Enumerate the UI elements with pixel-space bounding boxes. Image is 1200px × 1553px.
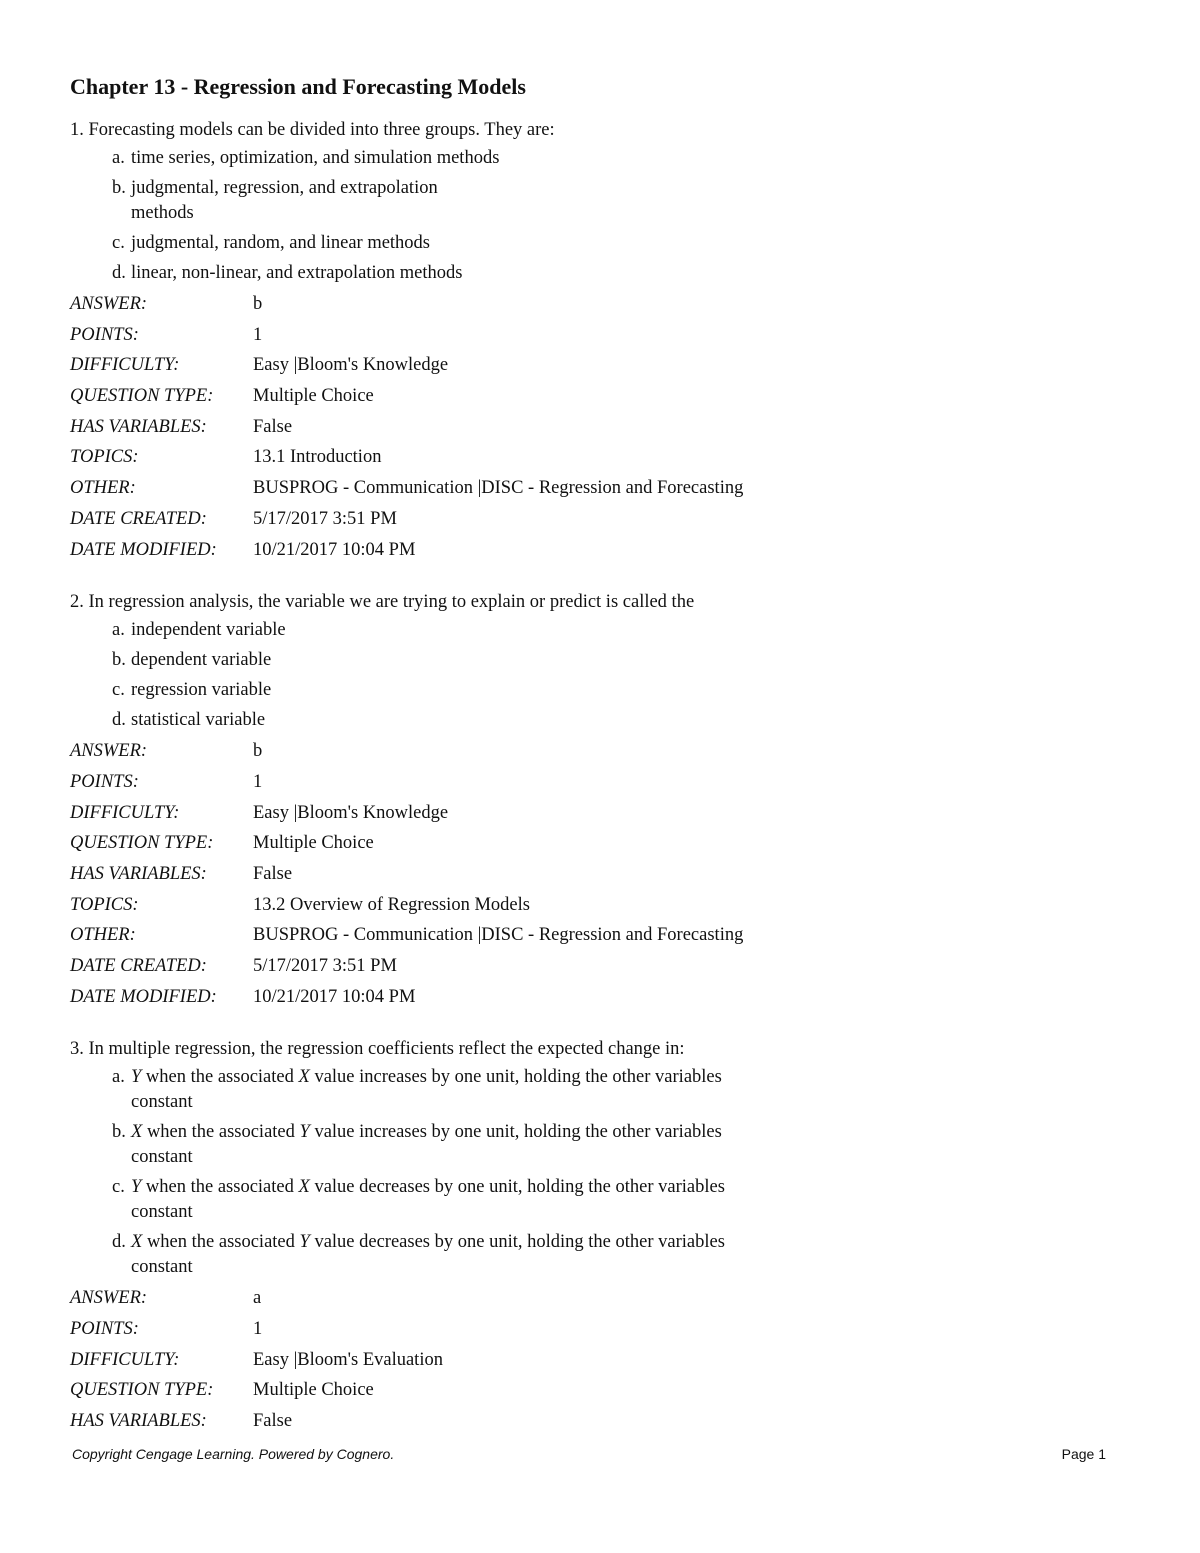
answer-option: [70, 676, 1130, 706]
metadata-label: DATE CREATED:: [70, 508, 207, 529]
question: [70, 116, 1130, 565]
metadata-value: BUSPROG - Communication |DISC - Regression and Forecasting: [253, 478, 744, 499]
question-stem: 1. Forecasting models can be divided into three groups. They are:: [70, 120, 555, 140]
metadata-value: 10/21/2017 10:04 PM: [253, 986, 416, 1007]
option-text: [131, 678, 831, 703]
option-text: [131, 261, 831, 286]
metadata-value: Easy |Bloom's Knowledge: [253, 802, 449, 823]
option-text-part: when the associated: [142, 1232, 300, 1253]
option-text: [131, 1175, 831, 1225]
metadata-label: TOPICS:: [70, 894, 139, 915]
metadata-label: POINTS:: [70, 1319, 139, 1340]
option-text-part: when the associated: [141, 1067, 299, 1088]
answer-option: [70, 144, 1130, 174]
metadata-value: Multiple Choice: [253, 386, 374, 407]
metadata-row: [70, 1345, 1130, 1376]
option-letter: d.: [112, 710, 126, 731]
option-text-part: time series, optimization, and simulation methods: [131, 148, 500, 168]
page-footer: [72, 1446, 1106, 1462]
option-text-part: when the associated: [141, 1177, 299, 1198]
chapter-title: Chapter 13 - Regression and Forecasting Models: [70, 74, 526, 99]
metadata-value: Easy |Bloom's Evaluation: [253, 1349, 443, 1370]
metadata-label: DIFFICULTY:: [70, 802, 180, 823]
metadata-row: [70, 412, 1130, 443]
metadata-label: ANSWER:: [70, 1288, 148, 1309]
metadata-label: DATE CREATED:: [70, 956, 207, 976]
option-letter: d.: [112, 1232, 126, 1253]
variable-symbol: X: [131, 1232, 143, 1253]
answer-option: [70, 1063, 1130, 1118]
option-letter: c.: [112, 233, 125, 253]
metadata-row: [70, 1406, 1130, 1437]
metadata-row: [70, 890, 1130, 921]
metadata-label: HAS VARIABLES:: [70, 1411, 207, 1432]
question: [70, 1035, 1130, 1436]
answer-option: [70, 1118, 1130, 1173]
variable-symbol: Y: [131, 1177, 142, 1198]
metadata-row: [70, 1314, 1130, 1345]
metadata-label: QUESTION TYPE:: [70, 833, 214, 854]
option-letter: d.: [112, 263, 126, 283]
metadata-value: 13.2 Overview of Regression Models: [253, 894, 530, 915]
option-text-part: value increases by one unit, holding the other variables constant: [131, 1122, 722, 1168]
option-text: [131, 618, 831, 643]
option-text: [131, 648, 831, 673]
metadata-row: [70, 798, 1130, 829]
variable-symbol: Y: [299, 1232, 310, 1253]
option-letter: c.: [112, 680, 125, 701]
metadata-value: 13.1 Introduction: [253, 447, 382, 468]
question: [70, 588, 1130, 1012]
metadata-value: Easy |Bloom's Knowledge: [253, 355, 449, 376]
option-text-part: linear, non-linear, and extrapolation methods: [131, 263, 463, 283]
metadata-label: DIFFICULTY:: [70, 355, 180, 376]
option-text-part: independent variable: [131, 620, 286, 641]
metadata-label: OTHER:: [70, 478, 136, 499]
metadata-row: [70, 951, 1130, 982]
metadata-value: 1: [253, 1319, 263, 1340]
question-list: [70, 116, 1130, 1437]
copyright-text: Copyright Cengage Learning. Powered by Cognero.: [72, 1446, 395, 1462]
option-letter: b.: [112, 1122, 126, 1143]
option-letter: c.: [112, 1177, 125, 1198]
option-letter: a.: [112, 1067, 125, 1088]
metadata-label: OTHER:: [70, 925, 136, 946]
metadata-row: [70, 859, 1130, 890]
metadata-label: TOPICS:: [70, 447, 139, 468]
variable-symbol: X: [298, 1177, 310, 1198]
metadata-row: [70, 828, 1130, 859]
metadata-value: a: [253, 1288, 262, 1309]
variable-symbol: X: [298, 1067, 310, 1088]
answer-option: [70, 174, 1130, 229]
metadata-row: [70, 736, 1130, 767]
metadata-row: [70, 767, 1130, 798]
metadata-label: DIFFICULTY:: [70, 1349, 180, 1370]
metadata-value: b: [253, 294, 263, 314]
metadata-value: BUSPROG - Communication |DISC - Regression and Forecasting: [253, 925, 744, 946]
option-text-part: when the associated: [142, 1122, 300, 1143]
metadata-value: b: [253, 741, 263, 762]
question-stem: 2. In regression analysis, the variable we are trying to explain or predict is called the: [70, 592, 695, 613]
metadata-label: POINTS:: [70, 324, 139, 345]
answer-option: [70, 1173, 1130, 1228]
answer-option: [70, 646, 1130, 676]
option-text-part: regression variable: [131, 680, 272, 701]
option-text: [131, 1120, 831, 1170]
option-text: [131, 1065, 831, 1115]
variable-symbol: Y: [299, 1122, 310, 1143]
option-text: [131, 1230, 831, 1280]
answer-option: [70, 616, 1130, 646]
metadata-value: False: [253, 1411, 293, 1432]
metadata-label: ANSWER:: [70, 294, 148, 314]
metadata-label: QUESTION TYPE:: [70, 386, 214, 407]
variable-symbol: X: [131, 1122, 143, 1143]
metadata-row: [70, 350, 1130, 381]
metadata-value: False: [253, 863, 293, 884]
option-letter: a.: [112, 620, 125, 641]
metadata-label: HAS VARIABLES:: [70, 863, 207, 884]
answer-option: [70, 229, 1130, 259]
metadata-label: DATE MODIFIED:: [70, 986, 217, 1007]
metadata-row: [70, 320, 1130, 351]
metadata-value: 1: [253, 771, 263, 792]
option-text-part: dependent variable: [131, 650, 272, 671]
metadata-row: [70, 1375, 1130, 1406]
option-text-part: statistical variable: [131, 710, 266, 731]
metadata-value: 5/17/2017 3:51 PM: [253, 956, 397, 976]
metadata-row: [70, 535, 1130, 566]
metadata-value: False: [253, 416, 293, 437]
metadata-value: 5/17/2017 3:51 PM: [253, 508, 397, 529]
metadata-row: [70, 442, 1130, 473]
option-text-part: judgmental, regression, and extrapolation methods: [131, 178, 438, 223]
metadata-label: ANSWER:: [70, 741, 148, 762]
metadata-value: 1: [253, 324, 263, 345]
option-text-part: judgmental, random, and linear methods: [131, 233, 431, 253]
metadata-label: DATE MODIFIED:: [70, 539, 217, 560]
metadata-row: [70, 920, 1130, 951]
metadata-label: QUESTION TYPE:: [70, 1380, 214, 1401]
option-text: [131, 231, 831, 256]
metadata-row: [70, 381, 1130, 412]
answer-option: [70, 259, 1130, 289]
variable-symbol: Y: [131, 1067, 142, 1088]
metadata-row: [70, 289, 1130, 320]
metadata-row: [70, 504, 1130, 535]
option-letter: a.: [112, 148, 125, 168]
metadata-row: [70, 982, 1130, 1013]
metadata-value: 10/21/2017 10:04 PM: [253, 539, 416, 560]
option-text-part: value decreases by one unit, holding the other variables constant: [131, 1177, 725, 1223]
metadata-row: [70, 473, 1130, 504]
metadata-row: [70, 1283, 1130, 1314]
page-number: Page 1: [1061, 1446, 1106, 1462]
answer-option: [70, 706, 1130, 736]
metadata-value: Multiple Choice: [253, 833, 374, 854]
option-text-part: value decreases by one unit, holding the other variables constant: [131, 1232, 725, 1278]
metadata-label: POINTS:: [70, 771, 139, 792]
metadata-label: HAS VARIABLES:: [70, 416, 207, 437]
document-page: [70, 70, 1130, 1460]
answer-option: [70, 1228, 1130, 1283]
metadata-value: Multiple Choice: [253, 1380, 374, 1401]
option-letter: b.: [112, 650, 126, 671]
question-stem: 3. In multiple regression, the regression coefficients reflect the expected change in:: [70, 1039, 685, 1060]
option-text: [131, 708, 831, 733]
option-text: [131, 176, 831, 226]
option-text-part: value increases by one unit, holding the other variables constant: [131, 1067, 722, 1113]
option-text: [131, 146, 831, 171]
option-letter: b.: [112, 178, 126, 198]
